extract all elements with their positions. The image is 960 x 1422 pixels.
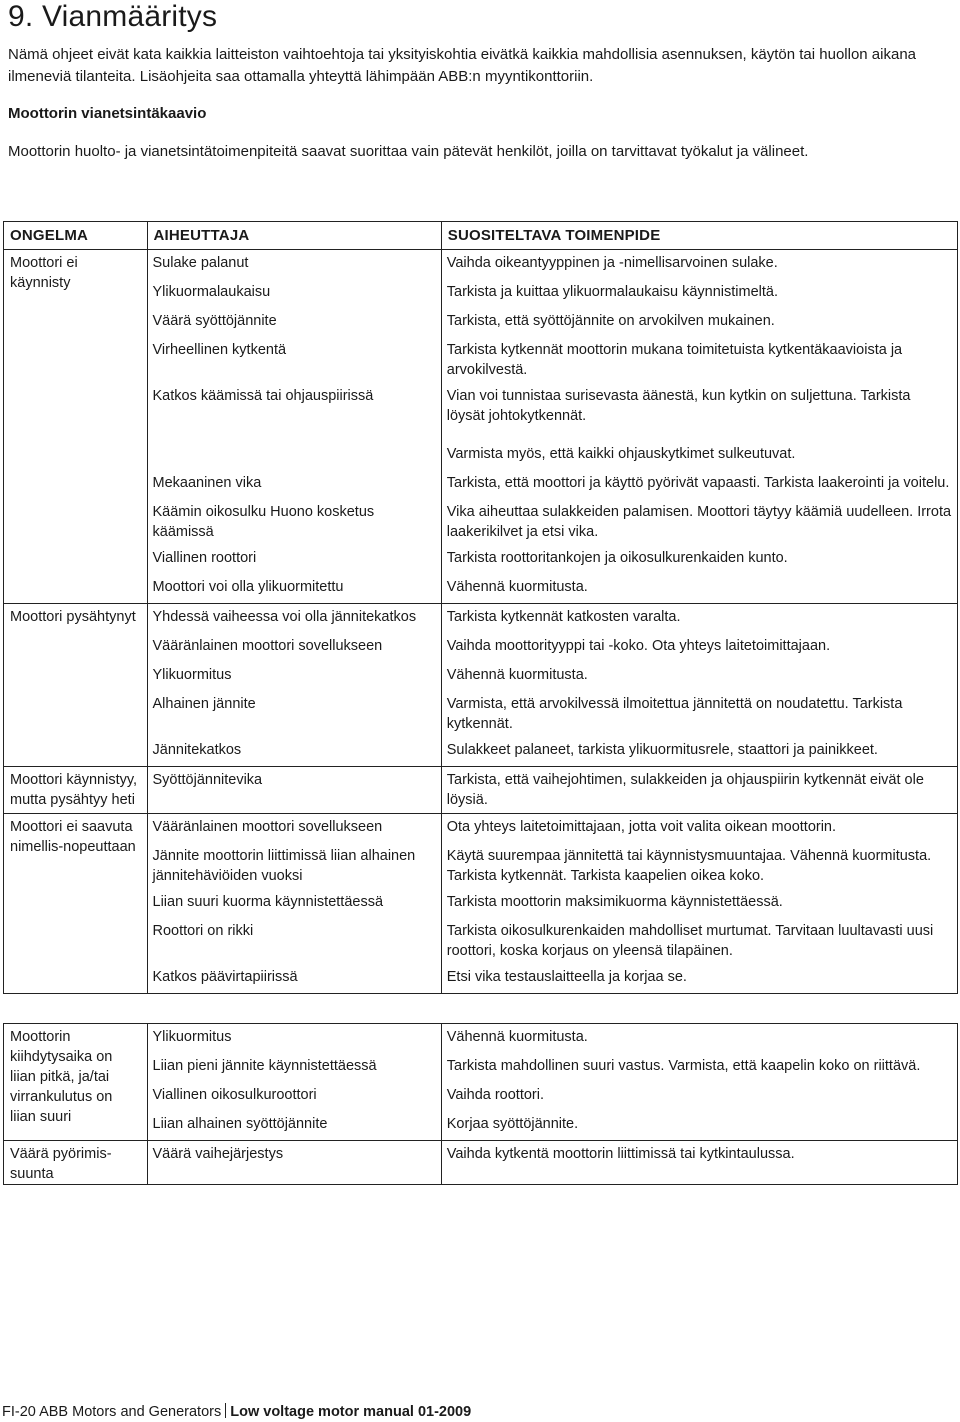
action-item: Vähennä kuormitusta. [446, 1029, 588, 1045]
problem-cell [4, 767, 148, 814]
action-item: Varmista, että arvokilvessä ilmoitettua jännitettä on noudatettu. Tarkista kytkennät. [446, 696, 903, 732]
problem-group [4, 604, 958, 767]
header-action: SUOSITELTAVA TOIMENPIDE [441, 222, 957, 250]
cause-cell [147, 250, 441, 604]
cause-item: Virheellinen kytkentä [152, 342, 287, 358]
action-item: Tarkista kytkennät katkosten varalta. [446, 609, 681, 625]
page-footer [2, 1403, 471, 1420]
cause-item: Liian alhainen syöttöjännite [152, 1116, 328, 1132]
action-cell [441, 1141, 957, 1185]
lead-paragraph: Moottorin huolto- ja vianetsintätoimenpiteitä saavat suorittaa vain pätevät henkilöt, joilla on tarvittavat työkalut ja välineet. [8, 143, 809, 160]
cause-item: Alhainen jännite [152, 696, 256, 712]
cause-item: Väärä vaihejärjestys [152, 1146, 284, 1162]
action-item: Tarkista, että vaihejohtimen, sulakkeiden ja ohjauspiirin kytkennät eivät ole löysiä. [446, 772, 924, 808]
action-item: Käytä suurempaa jännitettä tai käynnistysmuuntajaa. Vähennä kuormitusta. Tarkista kytkennät. Tarkista kaapelien oikea koko. [446, 848, 932, 884]
table-header-row [4, 222, 958, 250]
action-item: Vaihda moottorityyppi tai -koko. Ota yhteys laitetoimittajaan. [446, 638, 831, 654]
cause-item: Vääränlainen moottori sovellukseen [152, 638, 383, 654]
cause-item: Syöttöjännitevika [152, 772, 263, 788]
action-item: Tarkista moottorin maksimikuorma käynnistettäessä. [446, 894, 783, 910]
problem-group [4, 767, 958, 814]
action-item: Vähennä kuormitusta. [446, 667, 588, 683]
problem-cell [4, 1141, 148, 1185]
cause-item: Sulake palanut [152, 255, 249, 271]
cause-item: Ylikuormitus [152, 667, 232, 683]
action-item: Ota yhteys laitetoimittajaan, jotta voit valita oikean moottorin. [446, 819, 837, 835]
problem-cell [4, 250, 148, 604]
footer-page-number: FI-20 [2, 1404, 36, 1420]
problem-cell [4, 814, 148, 994]
action-item: Vaihda roottori. [446, 1087, 545, 1103]
footer-manual-title: Low voltage motor manual 01-2009 [230, 1404, 472, 1420]
action-item: Korjaa syöttöjännite. [446, 1116, 579, 1132]
troubleshooting-table-1 [3, 221, 958, 994]
action-cell [441, 604, 957, 767]
cause-item: Viallinen oikosulkuroottori [152, 1087, 317, 1103]
action-item: Tarkista mahdollinen suuri vastus. Varmista, että kaapelin koko on riittävä. [446, 1058, 921, 1074]
cause-item: Moottori voi olla ylikuormitettu [152, 579, 344, 595]
action-cell [441, 1024, 957, 1141]
action-item: Tarkista kytkennät moottorin mukana toimitetuista kytkentäkaavioista ja arvokilvestä. [446, 342, 903, 378]
cause-cell [147, 767, 441, 814]
intro-paragraph: Nämä ohjeet eivät kata kaikkia laitteiston vaihtoehtoja tai yksityiskohtia eivätkä kaikkia mahdollisia asennuksen, käytön tai huollon aikana ilmeneviä tilanteita. Lisäohjeita saa ottamalla yhteyttä lähimpään ABB:n myyntikonttoriin. [8, 46, 917, 85]
action-item: Tarkista oikosulkurenkaiden mahdolliset murtumat. Tarvitaan luultavasti uusi roottori, koska korjaus on yleensä tilapäinen. [446, 923, 934, 959]
action-item: Etsi vika testauslaitteella ja korjaa se. [446, 969, 687, 985]
problem-text: Moottori käynnistyy, mutta pysähtyy heti [10, 772, 138, 808]
action-cell [441, 814, 957, 994]
cause-item: Jännite moottorin liittimissä liian alhainen jännitehäviöiden vuoksi [152, 848, 416, 884]
action-item: Tarkista, että moottori ja käyttö pyörivät vapaasti. Tarkista laakerointi ja voitelu. [446, 475, 950, 491]
cause-cell [147, 1024, 441, 1141]
problem-group [4, 1141, 958, 1185]
footer-divider [225, 1403, 226, 1418]
troubleshooting-table-2 [3, 1023, 958, 1185]
section-heading: Moottorin vianetsintäkaavio [8, 105, 207, 122]
problem-group [4, 1024, 958, 1141]
cause-cell [147, 1141, 441, 1185]
cause-cell [147, 604, 441, 767]
action-item: Vaihda oikeantyyppinen ja -nimellisarvoinen sulake. [446, 255, 778, 271]
action-item: Tarkista, että syöttöjännite on arvokilven mukainen. [446, 313, 775, 329]
cause-item: Väärä syöttöjännite [152, 313, 277, 329]
cause-cell [147, 814, 441, 994]
problem-text: Moottori ei käynnisty [10, 255, 78, 291]
problem-cell [4, 604, 148, 767]
cause-item: Ylikuormitus [152, 1029, 232, 1045]
action-item: Tarkista ja kuittaa ylikuormalaukaisu käynnistimeltä. [446, 284, 778, 300]
cause-item: Ylikuormalaukaisu [152, 284, 271, 300]
problem-text: Väärä pyörimis-suunta [10, 1146, 112, 1182]
action-item: Vian voi tunnistaa surisevasta äänestä, kun kytkin on suljettuna. Tarkista löysät johtokytkennät. [446, 388, 911, 424]
action-item: Vika aiheuttaa sulakkeiden palamisen. Moottori täytyy käämiä uudelleen. Irrota laakerikilvet ja etsi vika. [446, 504, 952, 540]
action-item: Tarkista roottoritankojen ja oikosulkurenkaiden kunto. [446, 550, 788, 566]
action-cell [441, 767, 957, 814]
spacer [148, 429, 441, 441]
header-problem: ONGELMA [4, 222, 148, 250]
problem-group [4, 250, 958, 604]
footer-company: ABB Motors and Generators [39, 1404, 222, 1420]
cause-spacer [148, 441, 441, 470]
action-cell [441, 250, 957, 604]
cause-item: Liian pieni jännite käynnistettäessä [152, 1058, 377, 1074]
cause-item: Katkos päävirtapiirissä [152, 969, 298, 985]
cause-item: Liian suuri kuorma käynnistettäessä [152, 894, 384, 910]
spacer [442, 429, 957, 441]
problem-group [4, 814, 958, 994]
problem-cell [4, 1024, 148, 1141]
action-item: Sulakkeet palaneet, tarkista ylikuormitusrele, staattori ja painikkeet. [446, 742, 878, 758]
action-item: Varmista myös, että kaikki ohjauskytkimet sulkeutuvat. [446, 446, 796, 462]
action-item: Vähennä kuormitusta. [446, 579, 588, 595]
cause-item: Yhdessä vaiheessa voi olla jännitekatkos [152, 609, 417, 625]
cause-item: Katkos käämissä tai ohjauspiirissä [152, 388, 374, 404]
cause-item: Roottori on rikki [152, 923, 254, 939]
cause-item: Vääränlainen moottori sovellukseen [152, 819, 383, 835]
page-title: 9. Vianmääritys [8, 0, 218, 33]
cause-item: Käämin oikosulku Huono kosketus käämissä [152, 504, 375, 540]
cause-item: Jännitekatkos [152, 742, 242, 758]
problem-text: Moottori ei saavuta nimellis-nopeuttaan [10, 819, 136, 855]
problem-text: Moottorin kiihdytysaika on liian pitkä, ja/tai virrankulutus on liian suuri [10, 1029, 113, 1125]
cause-item: Viallinen roottori [152, 550, 257, 566]
action-item: Vaihda kytkentä moottorin liittimissä tai kytkintaulussa. [446, 1146, 795, 1162]
cause-item: Mekaaninen vika [152, 475, 262, 491]
problem-text: Moottori pysähtynyt [10, 609, 136, 625]
header-cause: AIHEUTTAJA [147, 222, 441, 250]
